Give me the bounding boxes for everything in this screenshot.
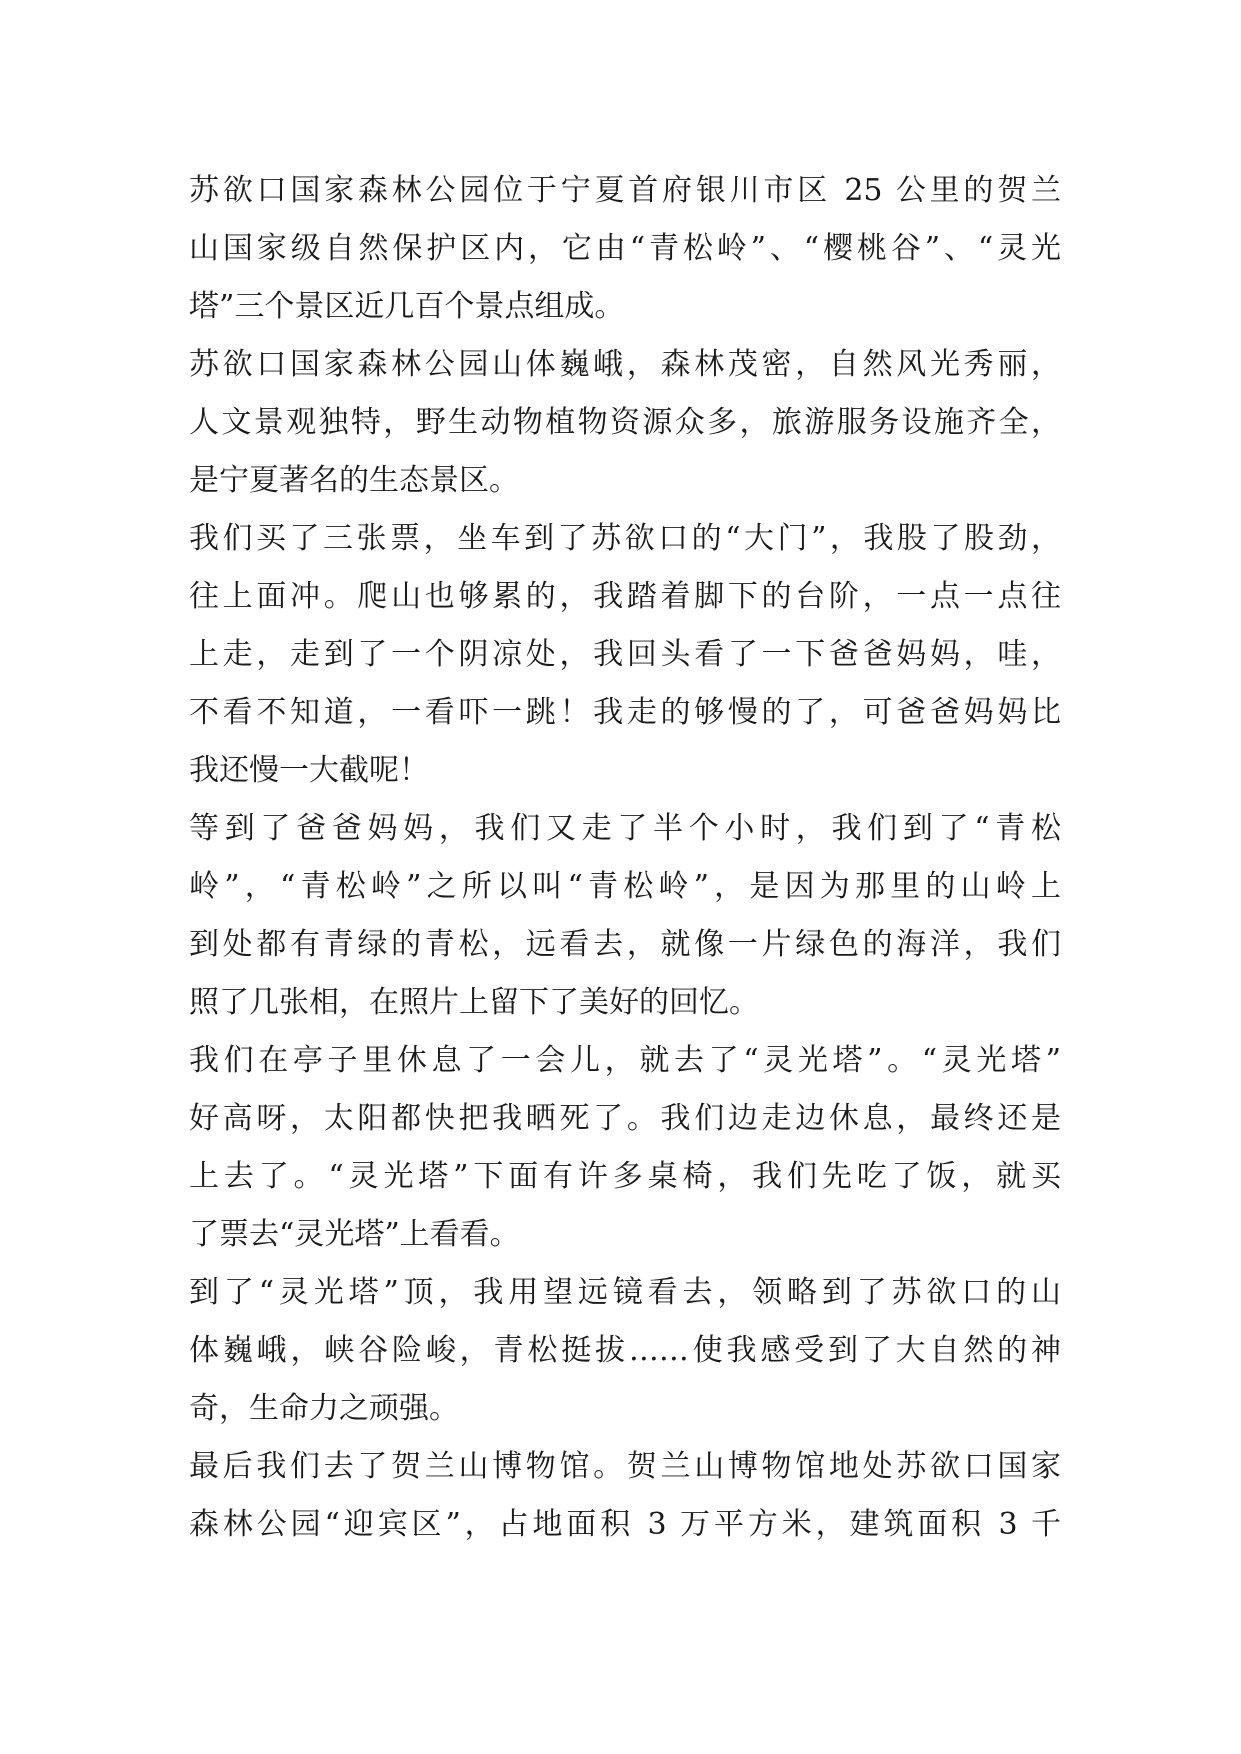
text-line: 不看不知道，一看吓一跳！我走的够慢的了，可爸爸妈妈比 xyxy=(189,695,1061,730)
text-line: 苏欲口国家森林公园位于宁夏首府银川市区 25 公里的贺兰 xyxy=(189,173,1061,208)
text-line: 了票去“灵光塔”上看看。 xyxy=(189,1217,520,1252)
text-line: 是宁夏著名的生态景区。 xyxy=(189,463,519,498)
text-line: 苏欲口国家森林公园山体巍峨，森林茂密，自然风光秀丽， xyxy=(189,347,1061,382)
paragraph-2 xyxy=(189,336,1061,510)
text-line: 塔”三个景区近几百个景点组成。 xyxy=(189,289,625,324)
text-line: 上去了。“灵光塔”下面有许多桌椅，我们先吃了饭，就买 xyxy=(189,1159,1061,1194)
text-line: 上走，走到了一个阴凉处，我回头看了一下爸爸妈妈，哇， xyxy=(189,637,1061,672)
paragraph-3 xyxy=(189,510,1061,800)
text-line: 奇，生命力之顽强。 xyxy=(189,1391,459,1426)
paragraph-6 xyxy=(189,1264,1061,1438)
text-line: 我还慢一大截呢！ xyxy=(189,753,429,788)
text-line: 到了“灵光塔”顶，我用望远镜看去，领略到了苏欲口的山 xyxy=(189,1275,1061,1310)
paragraph-1 xyxy=(189,162,1061,336)
text-line: 体巍峨，峡谷险峻，青松挺拔……使我感受到了大自然的神 xyxy=(189,1333,1061,1368)
text-line: 人文景观独特，野生动物植物资源众多，旅游服务设施齐全， xyxy=(189,405,1061,440)
paragraph-4 xyxy=(189,800,1061,1032)
paragraph-7 xyxy=(189,1438,1061,1554)
text-line: 等到了爸爸妈妈，我们又走了半个小时，我们到了“青松 xyxy=(189,811,1061,846)
text-line: 山国家级自然保护区内，它由“青松岭”、“樱桃谷”、“灵光 xyxy=(189,231,1061,266)
text-line: 我们买了三张票，坐车到了苏欲口的“大门”，我股了股劲， xyxy=(189,521,1061,556)
text-line: 最后我们去了贺兰山博物馆。贺兰山博物馆地处苏欲口国家 xyxy=(189,1449,1061,1484)
text-line: 森林公园“迎宾区”，占地面积 3 万平方米，建筑面积 3 千 xyxy=(189,1507,1061,1542)
text-line: 到处都有青绿的青松，远看去，就像一片绿色的海洋，我们 xyxy=(189,927,1061,962)
text-line: 我们在亭子里休息了一会儿，就去了“灵光塔”。“灵光塔” xyxy=(189,1043,1061,1078)
text-line: 岭”，“青松岭”之所以叫“青松岭”，是因为那里的山岭上 xyxy=(189,869,1061,904)
text-line: 往上面冲。爬山也够累的，我踏着脚下的台阶，一点一点往 xyxy=(189,579,1061,614)
text-line: 照了几张相，在照片上留下了美好的回忆。 xyxy=(189,985,759,1020)
paragraph-5 xyxy=(189,1032,1061,1264)
text-line: 好高呀，太阳都快把我晒死了。我们边走边休息，最终还是 xyxy=(189,1101,1061,1136)
article-body xyxy=(189,162,1061,1554)
